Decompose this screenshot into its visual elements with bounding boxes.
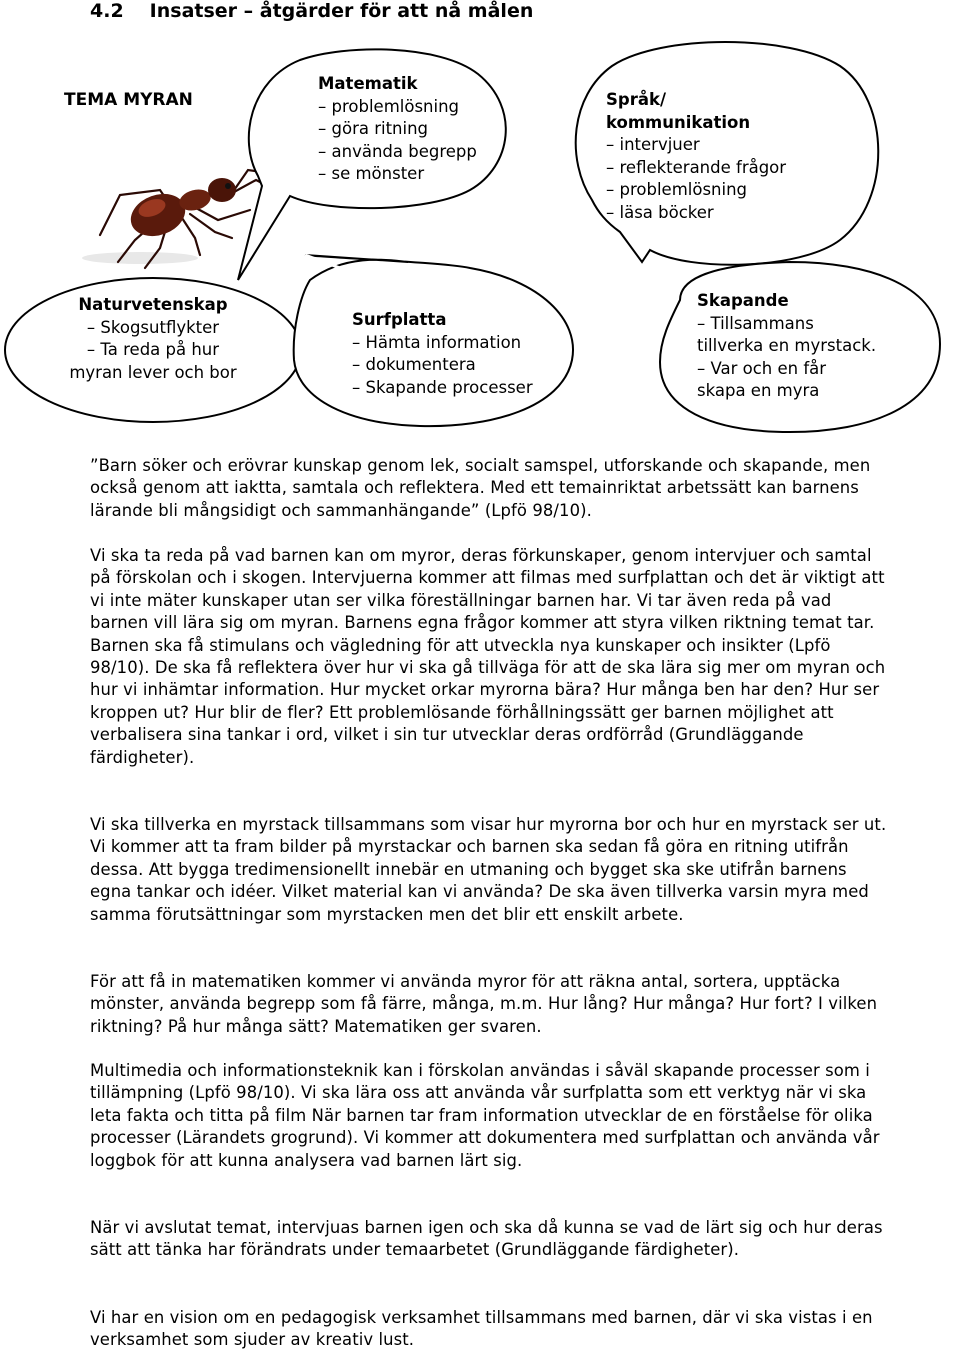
paragraph-text: För att få in matematiken kommer vi använda myror för att räkna antal, sortera, upptäcka mönster, använda begrepp som få färre, många, m.m. Hur lång? Hur många? Hur fort? I vilken riktning? På hur många sätt? Matematiken ger svaren.: [90, 972, 878, 1036]
paragraph-text: ”Barn söker och erövrar kunskap genom lek, socialt samspel, utforskande och skapande, men också genom att iaktta, samtala och reflektera. Med ett temainriktat arbetssätt kan barnens lärande bli mångsidigt och sammanhängande” (Lpfö 98/10).: [90, 456, 871, 520]
bubble-surfplatta-title: Surfplatta: [352, 310, 447, 329]
paragraph-text: När vi avslutat temat, intervjuas barnen igen och ska då kunna se vad de lärt sig och hur deras sätt att tänka har förändrats under temaarbetet (Grundläggande färdigheter).: [90, 1218, 883, 1260]
bubble-naturvetenskap: [58, 294, 248, 384]
bubble-naturvetenskap-item: – Skogsutflykter: [86, 317, 220, 337]
bubble-skapande-title: Skapande: [697, 291, 789, 310]
bubble-skapande-item: skapa en myra: [697, 381, 820, 400]
bubble-naturvetenskap-item: – Ta reda på hur: [86, 340, 220, 359]
ant-shadow: [82, 252, 198, 264]
bubble-naturvetenskap-title: Naturvetenskap: [78, 295, 228, 314]
bubble-surfplatta-item: – dokumentera: [352, 355, 476, 374]
paragraph-matematik: [90, 971, 890, 1038]
bubble-matematik-title: Matematik: [318, 74, 418, 93]
bubble-sprak-title: kommunikation: [606, 112, 751, 132]
bubble-skapande-item: tillverka en myrstack.: [697, 336, 877, 355]
bubble-matematik-item: – göra ritning: [318, 119, 429, 138]
bubble-skapande-item: – Var och en får: [697, 358, 827, 378]
bubble-matematik: [318, 73, 477, 186]
bubble-surfplatta-item: – Hämta information: [352, 332, 522, 352]
bubble-skapande: [697, 290, 876, 403]
paragraph-text: Vi ska tillverka en myrstack tillsammans som visar hur myrorna bor och hur en myrstack ser ut. Vi kommer att ta fram bilder på myrstackar och barnen ska sedan få göra en ritning utifrån dessa. Att bygga tredimensionellt innebär en utmaning och bygget ska ske utifrån barnens egna tankar och idéer. Vilket material kan vi använda? De ska även tillverka varsin myra med samma förutsättningar som myrstacken men det blir ett enskilt arbete.: [90, 815, 887, 924]
ant-illustration: [82, 170, 272, 268]
paragraph-interviews: [90, 545, 890, 769]
ant-head: [208, 178, 236, 202]
bubble-naturvetenskap-item: myran lever och bor: [69, 362, 237, 382]
paragraph-avslut: [90, 1217, 890, 1262]
ant-abdomen: [125, 187, 191, 244]
section-number: 4.2: [90, 0, 124, 22]
paragraph-text: Multimedia och informationsteknik kan i förskolan användas i såväl skapande processer som i tillämpning (Lpfö 98/10). Vi ska lära oss att använda vår surfplatta som ett verktyg när vi ska leta fakta och titta på film När barnen tar fram information utvecklar de en förståelse för olika processer (Lärandets grogrund). Vi kommer att dokumentera med surfplattan och använda vår loggbok för att kunna analysera vad barnen lärt sig.: [90, 1061, 880, 1170]
section-title: Insatser – åtgärder för att nå målen: [149, 0, 534, 22]
bubble-sprak-item: – reflekterande frågor: [606, 157, 787, 177]
bubble-sprak-title: Språk/: [606, 90, 666, 109]
bubble-skapande-item: – Tillsammans: [697, 313, 814, 333]
bubble-sprak-item: – läsa böcker: [606, 202, 714, 222]
paragraph-myrstack: [90, 814, 890, 926]
bubble-sprak-item: – intervjuer: [606, 135, 700, 154]
bubble-matematik-item: – se mönster: [318, 164, 425, 183]
bubble-surfplatta: [352, 309, 533, 399]
paragraph-multimedia: [90, 1060, 890, 1172]
paragraph-text: Vi ska ta reda på vad barnen kan om myror, deras förkunskaper, genom intervjuer och samtal på förskolan och i skogen. Intervjuerna kommer att filmas med surfplattan och det är viktigt att vi inte mäter kunskaper utan ser vilka föreställningar barnen har. Vi tar även reda på vad barnen vill lära sig om myran. Barnens egna frågor kommer att styra vilken riktning temat tar. Barnen ska få stimulans och vägledning för att utveckla nya kunskaper och insikter (Lpfö 98/10). De ska få reflektera över hur vi ska gå tillväga för att de ska lära sig mer om myran och hur vi inhämtar information. Hur mycket orkar myrorna bära? Hur många ben har den? Hur ser kroppen ut? Hur blir de fler? Ett problemlösande förhållningssätt ger barnen möjlighet att verbalisera sina tankar i ord, vilket i sin tur utvecklar deras ordförråd (Grundläggande färdigheter).: [90, 546, 886, 767]
tema-label: TEMA MYRAN: [64, 90, 193, 110]
paragraph-text: Vi har en vision om en pedagogisk verksamhet tillsammans med barnen, där vi ska vistas i en verksamhet som sjuder av kreativ lust.: [90, 1308, 873, 1350]
paragraph-vision: [90, 1307, 890, 1352]
paragraph-quote: [90, 455, 890, 522]
bubble-surfplatta-item: – Skapande processer: [352, 377, 533, 397]
bubble-matematik-item: – problemlösning: [318, 96, 460, 116]
bubble-sprak: [606, 89, 786, 224]
bubble-sprak-item: – problemlösning: [606, 180, 748, 199]
bubble-matematik-item: – använda begrepp: [318, 141, 477, 161]
